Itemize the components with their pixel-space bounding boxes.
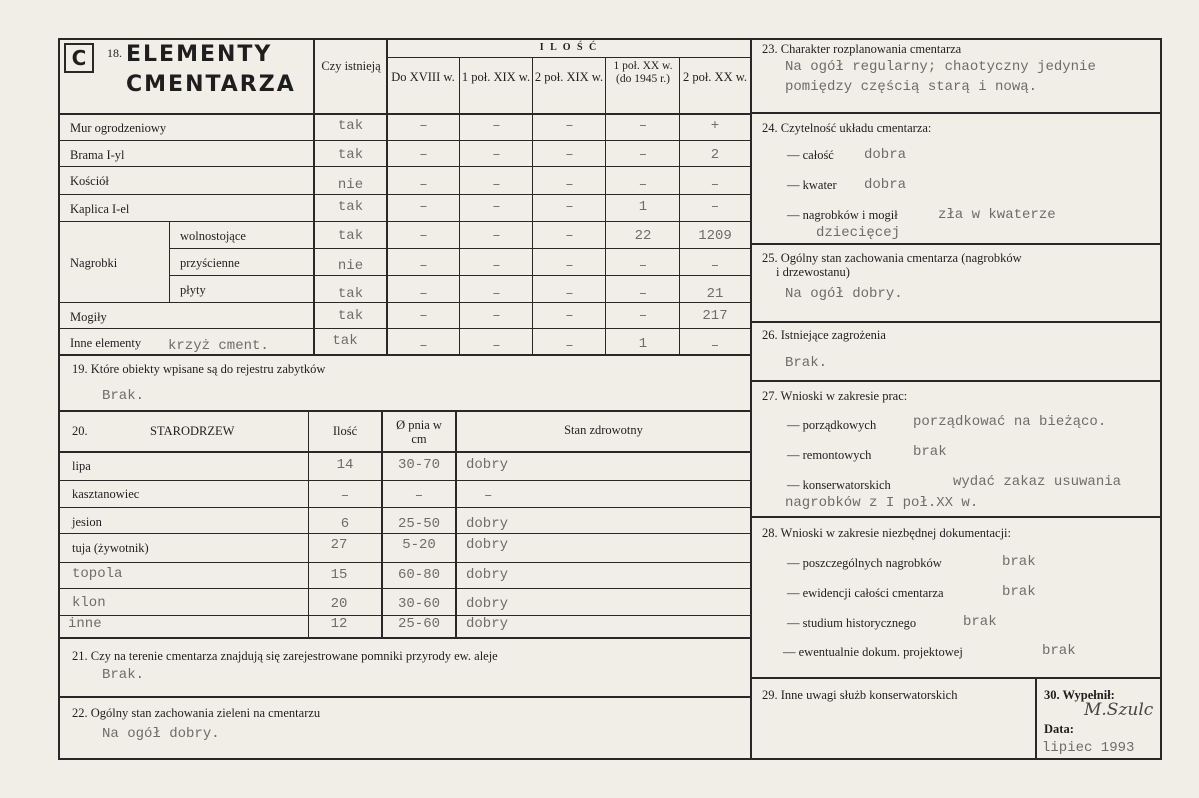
grid-hline bbox=[750, 321, 1162, 323]
tree-health: dobry bbox=[466, 567, 509, 583]
grid-hline bbox=[750, 516, 1162, 518]
period-value: – bbox=[565, 199, 574, 215]
exists-value: nie bbox=[337, 177, 364, 193]
q26-label: 26. Istniejące zagrożenia bbox=[762, 328, 886, 342]
period-value: – bbox=[565, 177, 574, 193]
row-sublabel-krzyz: krzyż cment. bbox=[168, 338, 269, 354]
tree-health: dobry bbox=[466, 616, 509, 632]
period-header-4: 1 poł. XX w. (do 1945 r.) bbox=[613, 60, 673, 85]
tree-qty: 27 bbox=[330, 537, 348, 553]
row-label-brama: Brama I-yl bbox=[70, 148, 125, 162]
exists-value: tak bbox=[337, 147, 364, 163]
q27-item-value: wydać zakaz usuwania bbox=[953, 474, 1122, 490]
q24-item-value: dobra bbox=[864, 177, 907, 193]
period-value: – bbox=[492, 228, 501, 244]
grid-hline bbox=[58, 328, 750, 329]
period-value: – bbox=[565, 147, 574, 163]
period-value: – bbox=[419, 228, 428, 244]
tree-qty: 6 bbox=[340, 516, 350, 532]
grid-hline bbox=[58, 221, 750, 222]
period-value: – bbox=[492, 199, 501, 215]
q26-answer: Brak. bbox=[785, 355, 828, 371]
tree-name: kasztanowiec bbox=[72, 487, 140, 501]
period-value: – bbox=[492, 147, 501, 163]
exists-value: tak bbox=[332, 333, 358, 349]
section-number: 18. bbox=[107, 46, 122, 60]
period-value: – bbox=[638, 147, 648, 163]
grid-hline bbox=[58, 354, 750, 356]
period-value: 1 bbox=[638, 199, 648, 215]
q24-item-label: — nagrobków i mogił bbox=[787, 208, 898, 222]
q29-label: 29. Inne uwagi służb konserwatorskich bbox=[762, 688, 958, 702]
period-value: – bbox=[492, 177, 501, 193]
frame-top-left bbox=[58, 38, 752, 40]
q23-label: 23. Charakter rozplanowania cmentarza bbox=[762, 42, 962, 56]
q28-item-value: brak bbox=[963, 614, 997, 630]
exists-value: tak bbox=[337, 228, 364, 244]
q28-item-label: — ewidencji całości cmentarza bbox=[787, 586, 944, 600]
period-header-2: 1 poł. XIX w. bbox=[461, 70, 531, 84]
q20-trunk-header: Ø pnia w cm bbox=[396, 418, 442, 446]
tree-name: jesion bbox=[72, 515, 102, 529]
q28-item-value: brak bbox=[1002, 554, 1036, 570]
tree-health: – bbox=[484, 488, 493, 504]
tree-qty: 12 bbox=[330, 616, 348, 632]
tree-name: topola bbox=[72, 566, 123, 582]
period-value: – bbox=[492, 338, 501, 354]
period-value: – bbox=[638, 258, 648, 274]
grid-hline bbox=[58, 166, 750, 167]
period-value: – bbox=[638, 118, 648, 134]
exists-value: nie bbox=[337, 258, 364, 274]
tree-qty: 15 bbox=[330, 567, 348, 583]
period-value: 22 bbox=[634, 228, 652, 244]
grid-hline bbox=[750, 380, 1162, 382]
row-sublabel-wolnostojace: wolnostojące bbox=[180, 229, 246, 243]
exists-value: tak bbox=[337, 308, 364, 324]
row-label-inne: Inne elementy bbox=[70, 336, 142, 350]
frame-top-right bbox=[750, 38, 1162, 40]
period-value: 21 bbox=[706, 286, 724, 302]
q27-item-value: porządkować na bieżąco. bbox=[913, 414, 1107, 430]
q24-item-label: — całość bbox=[787, 148, 834, 162]
grid-hline bbox=[58, 194, 750, 195]
period-value: – bbox=[565, 286, 574, 302]
period-value: – bbox=[419, 308, 428, 324]
tree-trunk: 25-60 bbox=[397, 616, 440, 632]
grid-hline bbox=[170, 275, 750, 276]
tree-trunk: – bbox=[414, 488, 424, 504]
quantity-group-header: I L O Ś Ć bbox=[539, 42, 599, 53]
q21-label: 21. Czy na terenie cmentarza znajdują się zarejestrowane pomniki przyrody ew. aleje bbox=[72, 649, 498, 663]
tree-trunk: 30-60 bbox=[397, 596, 440, 612]
q21-answer: Brak. bbox=[102, 667, 145, 683]
grid-vline bbox=[605, 58, 606, 356]
q30-label: 30. Wypełnił: bbox=[1044, 688, 1115, 702]
q24-item-value-continued: dziecięcej bbox=[816, 225, 901, 241]
q20-qty-header: Ilość bbox=[332, 424, 358, 438]
q30-date: lipiec 1993 bbox=[1042, 740, 1135, 756]
period-header-5: 2 poł. XX w. bbox=[682, 70, 748, 84]
period-value: – bbox=[492, 118, 501, 134]
frame-bottom-left bbox=[58, 758, 752, 760]
tree-trunk: 60-80 bbox=[397, 567, 440, 583]
grid-hline bbox=[170, 248, 750, 249]
q22-label: 22. Ogólny stan zachowania zieleni na cmentarzu bbox=[72, 706, 321, 720]
q28-item-value: brak bbox=[1002, 584, 1036, 600]
q19-label: 19. Które obiekty wpisane są do rejestru zabytków bbox=[72, 362, 326, 376]
grid-hline bbox=[58, 507, 750, 508]
period-value: – bbox=[419, 118, 428, 134]
exists-value: tak bbox=[337, 286, 364, 302]
q24-item-label: — kwater bbox=[787, 178, 837, 192]
tree-health: dobry bbox=[466, 537, 509, 553]
q28-item-label: — studium historycznego bbox=[787, 616, 917, 630]
q30-signature: M.Szulc bbox=[1084, 700, 1154, 720]
period-value: 2 bbox=[710, 147, 720, 163]
period-value: 217 bbox=[702, 308, 728, 324]
grid-hline bbox=[58, 302, 750, 303]
q19-answer: Brak. bbox=[102, 388, 145, 404]
q25-label-line2: i drzewostanu) bbox=[776, 265, 850, 279]
period-value: – bbox=[710, 199, 720, 215]
period-value: – bbox=[419, 286, 428, 302]
period-value: – bbox=[638, 177, 648, 193]
q24-item-value: zła w kwaterze bbox=[938, 207, 1056, 223]
grid-hline bbox=[58, 113, 750, 115]
period-header-3: 2 poł. XIX w. bbox=[534, 70, 604, 84]
period-value: – bbox=[710, 258, 720, 274]
period-value: 1209 bbox=[698, 228, 732, 244]
tree-name: inne bbox=[68, 616, 102, 632]
period-value: – bbox=[710, 338, 720, 354]
section-title-line1: ELEMENTY bbox=[126, 42, 273, 67]
q27-label: 27. Wnioski w zakresie prac: bbox=[762, 389, 908, 403]
grid-vline bbox=[532, 58, 533, 356]
period-value: – bbox=[492, 258, 501, 274]
tree-trunk: 25-50 bbox=[397, 516, 440, 532]
tree-trunk: 5-20 bbox=[402, 537, 436, 553]
grid-vline bbox=[1035, 677, 1037, 759]
row-label-mur: Mur ogrodzeniowy bbox=[70, 121, 167, 135]
period-value: – bbox=[565, 338, 574, 354]
q23-answer-line1: Na ogół regularny; chaotyczny jedynie bbox=[785, 59, 1096, 75]
frame-left bbox=[58, 38, 60, 760]
tree-health: dobry bbox=[466, 516, 509, 532]
period-value: – bbox=[565, 118, 574, 134]
grid-hline bbox=[750, 243, 1162, 245]
row-label-mogily: Mogiły bbox=[70, 310, 107, 324]
q25-answer: Na ogół dobry. bbox=[785, 286, 903, 302]
period-value: – bbox=[419, 147, 428, 163]
period-header-1: Do XVIII w. bbox=[391, 70, 455, 84]
q20-number: 20. bbox=[72, 424, 88, 438]
q24-item-value: dobra bbox=[864, 147, 907, 163]
tree-trunk: 30-70 bbox=[397, 457, 440, 473]
grid-hline bbox=[750, 677, 1162, 679]
q20-title: STARODRZEW bbox=[150, 424, 235, 438]
row-sublabel-przyscienne: przyścienne bbox=[180, 256, 240, 270]
period-value: 1 bbox=[638, 336, 648, 352]
q20-health-header: Stan zdrowotny bbox=[564, 423, 643, 437]
tree-name: klon bbox=[72, 595, 106, 611]
grid-hline bbox=[58, 562, 750, 563]
grid-hline bbox=[58, 410, 750, 412]
exists-value: tak bbox=[337, 199, 364, 215]
q27-item-label: — remontowych bbox=[787, 448, 872, 462]
period-value: – bbox=[419, 177, 428, 193]
grid-hline bbox=[58, 140, 750, 141]
q28-label: 28. Wnioski w zakresie niezbędnej dokumentacji: bbox=[762, 526, 1011, 540]
grid-hline bbox=[58, 480, 750, 481]
period-value: – bbox=[492, 308, 501, 324]
q25-label-line1: 25. Ogólny stan zachowania cmentarza (nagrobków bbox=[762, 251, 1022, 265]
q28-item-value: brak bbox=[1042, 643, 1076, 659]
row-sublabel-plyty: płyty bbox=[180, 283, 206, 297]
tree-health: dobry bbox=[466, 457, 509, 473]
section-title-line2: CMENTARZA bbox=[126, 72, 296, 97]
tree-name: tuja (żywotnik) bbox=[72, 541, 149, 555]
grid-hline bbox=[750, 112, 1162, 114]
tree-health: dobry bbox=[466, 596, 509, 612]
period-value: – bbox=[710, 177, 720, 193]
period-value: – bbox=[565, 258, 574, 274]
q28-item-label: — ewentualnie dokum. projektowej bbox=[783, 645, 963, 659]
period-value: – bbox=[419, 199, 428, 215]
grid-vline-nagrobki bbox=[169, 221, 170, 302]
exists-value: tak bbox=[337, 118, 364, 134]
period-value: – bbox=[492, 286, 501, 302]
q27-item-label: — porządkowych bbox=[787, 418, 877, 432]
grid-hline bbox=[386, 57, 750, 58]
q27-item-value: brak bbox=[913, 444, 947, 460]
tree-qty: 20 bbox=[330, 596, 348, 612]
q30-date-label: Data: bbox=[1044, 722, 1074, 736]
grid-vline bbox=[455, 410, 457, 638]
q27-item-label: — konserwatorskich bbox=[787, 478, 891, 492]
period-value: – bbox=[565, 308, 574, 324]
period-value: – bbox=[565, 228, 574, 244]
period-value: – bbox=[638, 286, 648, 302]
exists-column-header: Czy istnieją bbox=[321, 59, 381, 73]
grid-hline bbox=[58, 451, 750, 453]
tree-qty: 14 bbox=[336, 457, 354, 473]
q23-answer-line2: pomiędzy częścią starą i nową. bbox=[785, 79, 1038, 95]
frame-middle bbox=[750, 38, 752, 760]
row-label-kosciol: Kościół bbox=[70, 174, 109, 188]
grid-hline bbox=[58, 588, 750, 589]
tree-qty: – bbox=[340, 488, 350, 504]
period-value: – bbox=[419, 338, 428, 354]
q27-item-continuation: nagrobków z I poł.XX w. bbox=[785, 495, 979, 511]
frame-bottom-right bbox=[750, 758, 1162, 760]
section-letter-box: C bbox=[64, 43, 94, 73]
period-value: – bbox=[638, 308, 648, 324]
grid-hline bbox=[58, 637, 750, 639]
q28-item-label: — poszczególnych nagrobków bbox=[787, 556, 942, 570]
period-value: + bbox=[710, 118, 720, 134]
row-label-kaplica: Kaplica I-el bbox=[70, 202, 130, 216]
frame-right bbox=[1160, 38, 1162, 760]
grid-hline bbox=[58, 696, 750, 698]
period-value: – bbox=[419, 258, 428, 274]
row-label-nagrobki: Nagrobki bbox=[70, 256, 118, 270]
grid-hline bbox=[58, 533, 750, 534]
q22-answer: Na ogół dobry. bbox=[102, 726, 220, 742]
grid-vline bbox=[459, 58, 460, 356]
q24-label: 24. Czytelność układu cmentarza: bbox=[762, 121, 932, 135]
tree-name: lipa bbox=[72, 459, 91, 473]
